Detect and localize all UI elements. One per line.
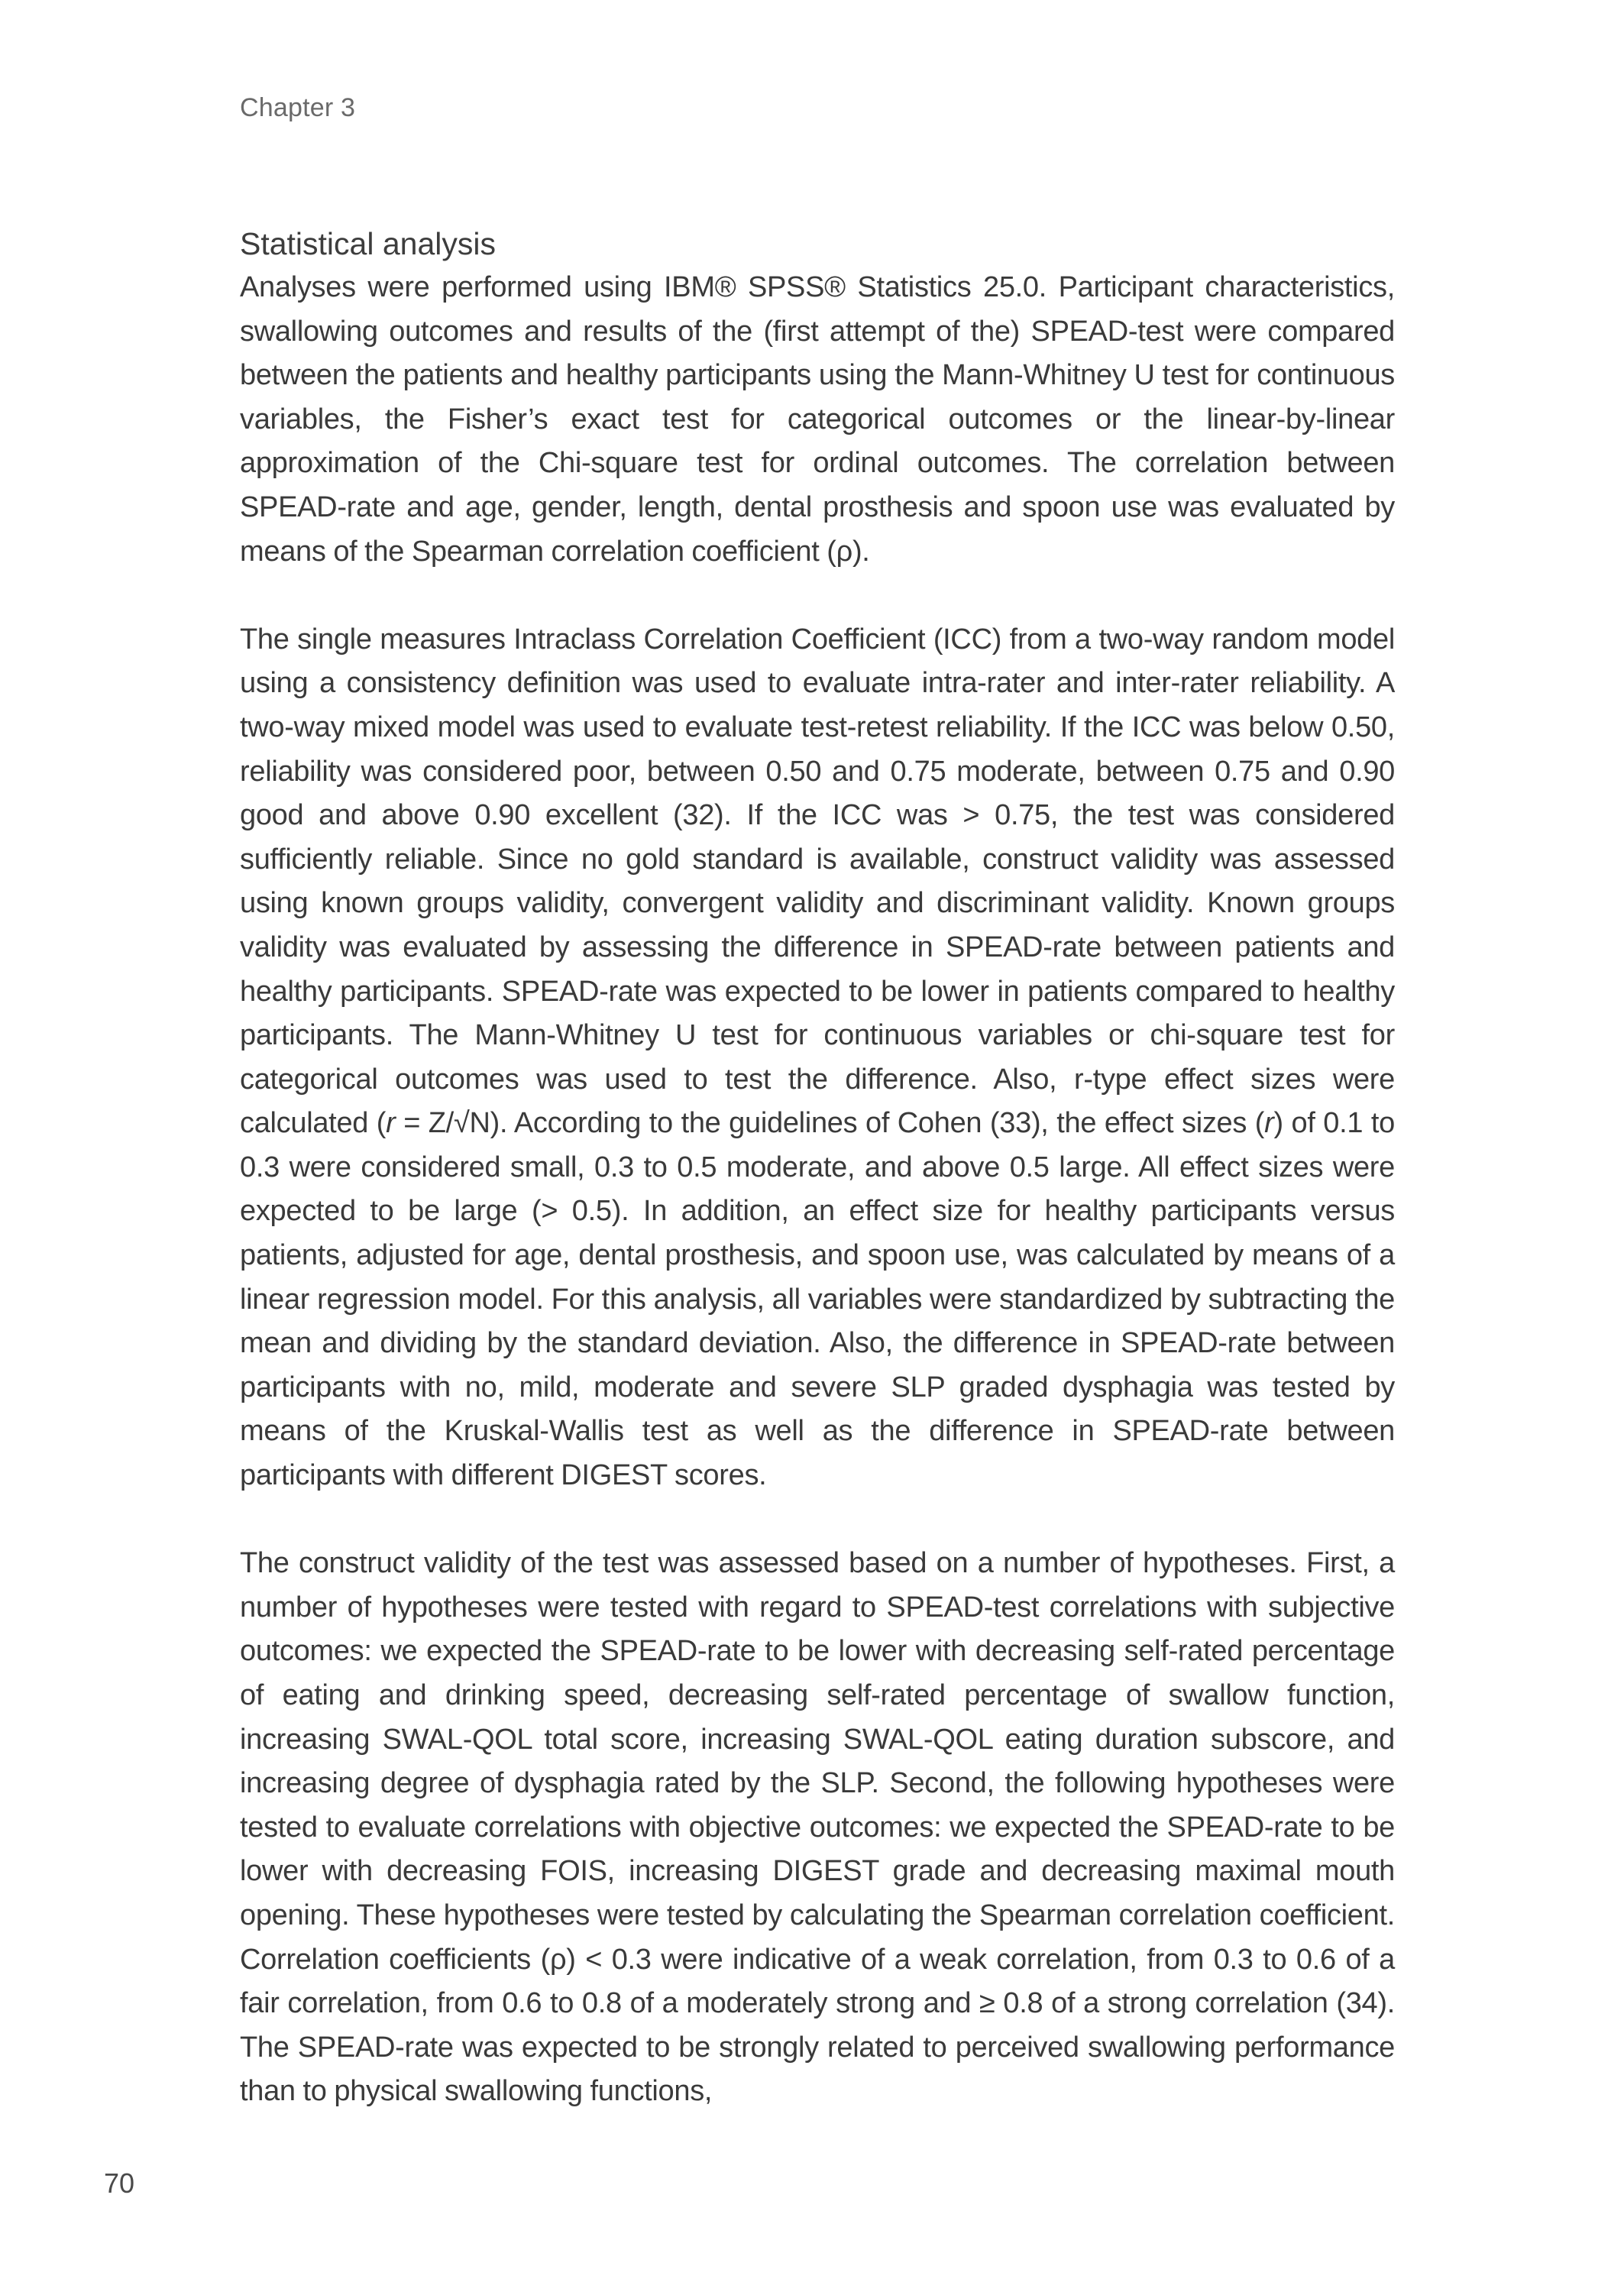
italic-variable: r — [1264, 1107, 1274, 1140]
paragraph-text: The single measures Intraclass Correlation Coefficient (ICC) from a two-way random model using a consistency definition was used to evaluate intra-rater and inter-rater reliability. A two-way mixed model was used to evaluate test-retest reliability. If the ICC was below 0.50, reliability was considered poor, between 0.50 and 0.75 moderate, between 0.75 and 0.90 good and above 0.90 excellent (32). If the ICC was > 0.75, the test was considered sufficiently reliable. Since no gold standard is available, construct validity was assessed using known groups validity, convergent validity and discriminant validity. Known groups validity was evaluated by assessing the difference in SPEAD-rate between patients and healthy participants. SPEAD-rate was expected to be lower in patients compared to healthy participants. The Mann-Whitney U test for continuous variables or chi-square test for categorical outcomes was used to test the difference. Also, r-type effect sizes were calculated ( — [240, 623, 1395, 1140]
paragraph-text: ) of 0.1 to 0.3 were considered small, 0.3 to 0.5 moderate, and above 0.5 large. All effect sizes were expected to be large (> 0.5). In addition, an effect size for healthy participants versus patients, adjusted for age, dental prosthesis, and spoon use, was calculated by means of a linear regression model. For this analysis, all variables were standardized by subtracting the mean and dividing by the standard deviation. Also, the difference in SPEAD-rate between participants with no, mild, moderate and severe SLP graded dysphagia was tested by means of the Kruskal-Wallis test as well as the difference in SPEAD-rate between participants with different DIGEST scores. — [240, 1107, 1395, 1492]
paragraph-hypotheses — [240, 1542, 1395, 2114]
paragraph-text: Analyses were performed using IBM® SPSS® Statistics 25.0. Participant characteristics, swallowing outcomes and results of the (first attempt of the) SPEAD-test were compared between the patients and healthy participants using the Mann-Whitney U test for continuous variables, the Fisher’s exact test for categorical outcomes or the linear-by-linear approximation of the Chi-square test for ordinal outcomes. The correlation between SPEAD-rate and age, gender, length, dental prosthesis and spoon use was evaluated by means of the Spearman correlation coefficient (ρ). — [240, 271, 1395, 568]
italic-variable: r — [386, 1107, 396, 1140]
paragraph-reliability-validity — [240, 618, 1395, 1498]
paragraph-software — [240, 266, 1395, 574]
running-header: Chapter 3 — [240, 93, 356, 122]
page-number: 70 — [104, 2167, 135, 2199]
paragraph-text: = Z/√N). According to the guidelines of Cohen (33), the effect sizes ( — [395, 1107, 1265, 1140]
section-heading: Statistical analysis — [240, 226, 496, 261]
paragraph-text: The construct validity of the test was assessed based on a number of hypotheses. First, a number of hypotheses were tested with regard to SPEAD-test correlations with subjective outcomes: we expected the SPEAD-rate to be lower with decreasing self-rated percentage of eating and drinking speed, decreasing self-rated percentage of swallow function, increasing SWAL-QOL total score, increasing SWAL-QOL eating duration subscore, and increasing degree of dysphagia rated by the SLP. Second, the following hypotheses were tested to evaluate correlations with objective outcomes: we expected the SPEAD-rate to be lower with decreasing FOIS, increasing DIGEST grade and decreasing maximal mouth opening. These hypotheses were tested by calculating the Spearman correlation coefficient. Correlation coefficients (ρ) < 0.3 were indicative of a weak correlation, from 0.3 to 0.6 of a fair correlation, from 0.6 to 0.8 of a moderately strong and ≥ 0.8 of a strong correlation (34). The SPEAD-rate was expected to be strongly related to perceived swallowing performance than to physical swallowing functions, — [240, 1547, 1395, 2108]
body-text — [240, 222, 1395, 2114]
